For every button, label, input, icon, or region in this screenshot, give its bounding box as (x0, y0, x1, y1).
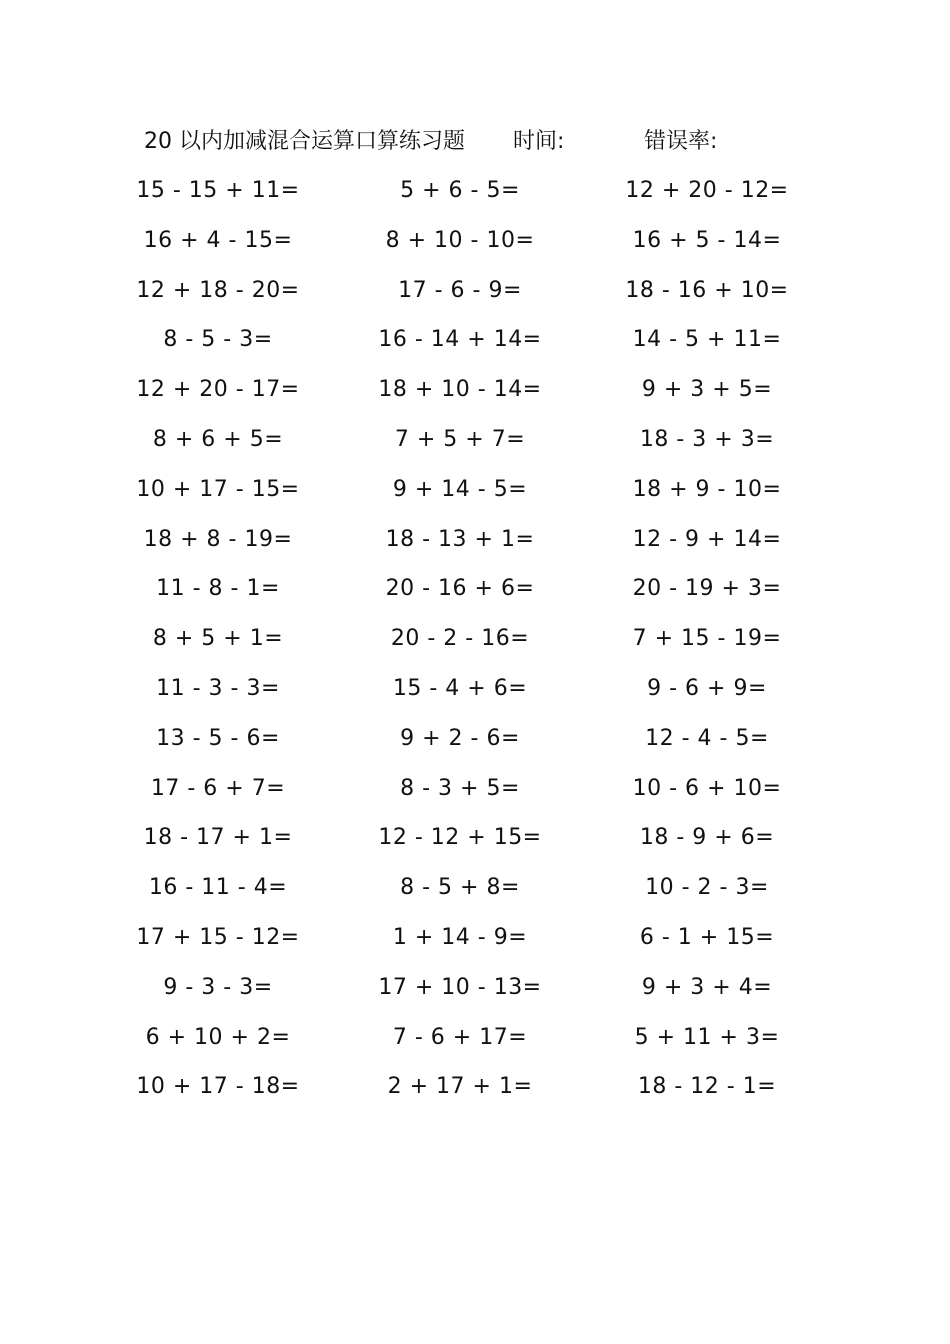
problem-item: 10 - 2 - 3= (645, 875, 769, 901)
problem-item: 8 - 3 + 5= (400, 775, 520, 801)
problem-item: 12 - 4 - 5= (645, 725, 769, 751)
problem-item: 10 + 17 - 18= (136, 1074, 300, 1100)
problem-item: 18 - 13 + 1= (385, 526, 535, 552)
problem-item: 20 - 16 + 6= (385, 576, 535, 602)
problem-item: 10 + 17 - 15= (136, 476, 300, 502)
problem-item: 16 - 11 - 4= (148, 875, 288, 901)
problem-item: 7 - 6 + 17= (392, 1024, 528, 1050)
problem-item: 17 - 6 - 9= (398, 277, 522, 303)
problem-item: 18 - 3 + 3= (639, 427, 775, 452)
problem-item: 6 - 1 + 15= (639, 925, 775, 950)
problem-item: 9 - 6 + 9= (647, 676, 767, 701)
problem-item: 9 + 3 + 5= (641, 377, 773, 403)
error-rate-label: 错误率: (644, 129, 718, 154)
problem-item: 15 - 15 + 11= (136, 178, 300, 203)
problem-item: 18 - 12 - 1= (637, 1074, 777, 1100)
problem-item: 7 + 5 + 7= (394, 427, 526, 452)
problem-item: 8 + 6 + 5= (152, 427, 284, 452)
problem-item: 14 - 5 + 11= (632, 327, 782, 353)
problem-item: 12 - 9 + 14= (632, 526, 782, 552)
problem-item: 17 + 15 - 12= (136, 925, 300, 950)
problem-item: 8 - 5 + 8= (400, 875, 520, 901)
problem-item: 6 + 10 + 2= (145, 1024, 291, 1050)
problem-item: 8 + 5 + 1= (152, 626, 284, 652)
problem-item: 9 + 2 - 6= (400, 725, 520, 751)
worksheet-title: 20 以内加减混合运算口算练习题 (144, 129, 465, 154)
problem-item: 17 + 10 - 13= (378, 974, 542, 1000)
problem-item: 16 + 5 - 14= (632, 227, 782, 253)
problem-item: 16 - 14 + 14= (378, 327, 542, 353)
problem-item: 20 - 2 - 16= (390, 626, 530, 652)
problem-item: 12 + 18 - 20= (136, 277, 300, 303)
problem-item: 15 - 4 + 6= (392, 676, 528, 701)
problem-item: 12 + 20 - 12= (625, 178, 789, 203)
problem-item: 13 - 5 - 6= (156, 725, 280, 751)
problem-item: 7 + 15 - 19= (632, 626, 782, 652)
problem-item: 18 - 17 + 1= (143, 825, 293, 851)
problem-item: 8 - 5 - 3= (163, 327, 273, 353)
problem-item: 8 + 10 - 10= (385, 227, 535, 253)
problem-item: 10 - 6 + 10= (632, 775, 782, 801)
problem-item: 18 + 8 - 19= (143, 526, 293, 552)
problem-item: 20 - 19 + 3= (632, 576, 782, 602)
problem-item: 9 + 14 - 5= (392, 476, 528, 502)
problem-item: 9 + 3 + 4= (641, 974, 773, 1000)
problem-item: 16 + 4 - 15= (143, 227, 293, 253)
problem-item: 17 - 6 + 7= (150, 775, 286, 801)
problem-item: 11 - 3 - 3= (156, 676, 280, 701)
problem-item: 12 + 20 - 17= (136, 377, 300, 403)
problem-item: 18 + 10 - 14= (378, 377, 542, 403)
problem-item: 5 + 11 + 3= (634, 1024, 780, 1050)
problem-item: 9 - 3 - 3= (163, 974, 273, 1000)
problem-item: 1 + 14 - 9= (392, 925, 528, 950)
problem-item: 18 + 9 - 10= (632, 476, 782, 502)
problem-item: 2 + 17 + 1= (387, 1074, 533, 1100)
problem-item: 18 - 9 + 6= (639, 825, 775, 851)
problem-item: 12 - 12 + 15= (378, 825, 542, 851)
worksheet-header (144, 122, 844, 162)
problem-item: 5 + 6 - 5= (400, 178, 520, 203)
problem-item: 18 - 16 + 10= (625, 277, 789, 303)
problem-item: 11 - 8 - 1= (156, 576, 280, 602)
time-label: 时间: (513, 129, 565, 154)
